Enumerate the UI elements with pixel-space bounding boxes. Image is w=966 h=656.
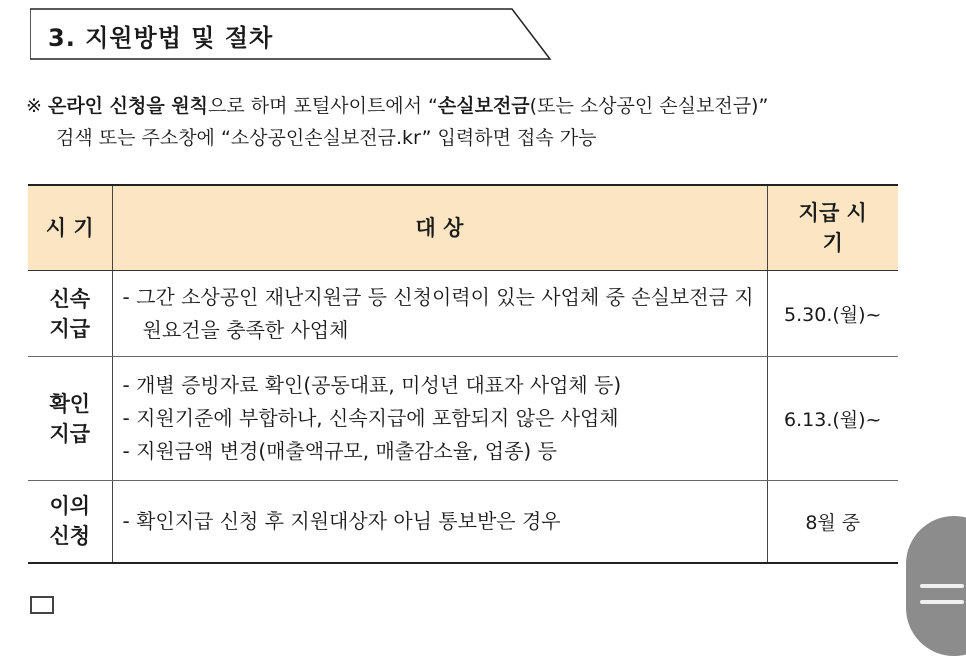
menu-bar-icon	[920, 600, 964, 604]
notice-text-1: 으로 하며 포털사이트에서 “	[208, 95, 438, 117]
next-section-heading-partial	[30, 596, 54, 618]
target-item: - 그간 소상공인 재난지원금 등 신청이력이 있는 사업체 중 손실보전금 지원요건을 충족한 사업체	[122, 284, 754, 342]
schedule-table	[28, 184, 898, 564]
row-when: 6.13.(월)~	[767, 357, 898, 481]
table-row	[28, 271, 898, 357]
row-target	[112, 481, 767, 563]
menu-bar-icon	[920, 584, 964, 588]
row-period: 신속 지급	[28, 271, 112, 357]
square-icon	[30, 596, 54, 614]
header-when: 지급 시기	[767, 185, 898, 271]
target-item: - 확인지급 신청 후 지원대상자 아님 통보받은 경우	[122, 508, 561, 533]
notice	[26, 90, 768, 154]
notice-line-2: 검색 또는 주소창에 “소상공인손실보전금.kr” 입력하면 접속 가능	[56, 127, 597, 149]
row-target	[112, 271, 767, 357]
target-item: - 개별 증빙자료 확인(공동대표, 미성년 대표자 사업체 등)	[122, 373, 622, 397]
target-item: - 지원금액 변경(매출액규모, 매출감소율, 업종) 등	[122, 439, 557, 463]
header-period: 시 기	[28, 185, 112, 271]
section-title	[48, 18, 273, 53]
section-header	[30, 8, 552, 60]
table-row	[28, 481, 898, 563]
row-when: 8월 중	[767, 481, 898, 563]
header-target: 대 상	[112, 185, 767, 271]
notice-emphasis-online: 온라인 신청을 원칙	[47, 95, 209, 117]
row-target	[112, 357, 767, 481]
table-header-row	[28, 185, 898, 271]
row-period: 확인 지급	[28, 357, 112, 481]
row-when: 5.30.(월)~	[767, 271, 898, 357]
section-number: 3.	[48, 24, 76, 52]
notice-text-2: (또는 소상공인 손실보전금)”	[529, 95, 769, 117]
row-period: 이의 신청	[28, 481, 112, 563]
table-row	[28, 357, 898, 481]
notice-emphasis-keyword: 손실보전금	[437, 95, 530, 117]
target-item: - 지원기준에 부합하나, 신속지급에 포함되지 않은 사업체	[122, 406, 619, 430]
notice-mark: ※	[26, 95, 42, 117]
section-title-text: 지원방법 및 절차	[85, 24, 274, 52]
notice-line-1	[26, 90, 768, 122]
floating-menu-button[interactable]	[906, 516, 966, 656]
